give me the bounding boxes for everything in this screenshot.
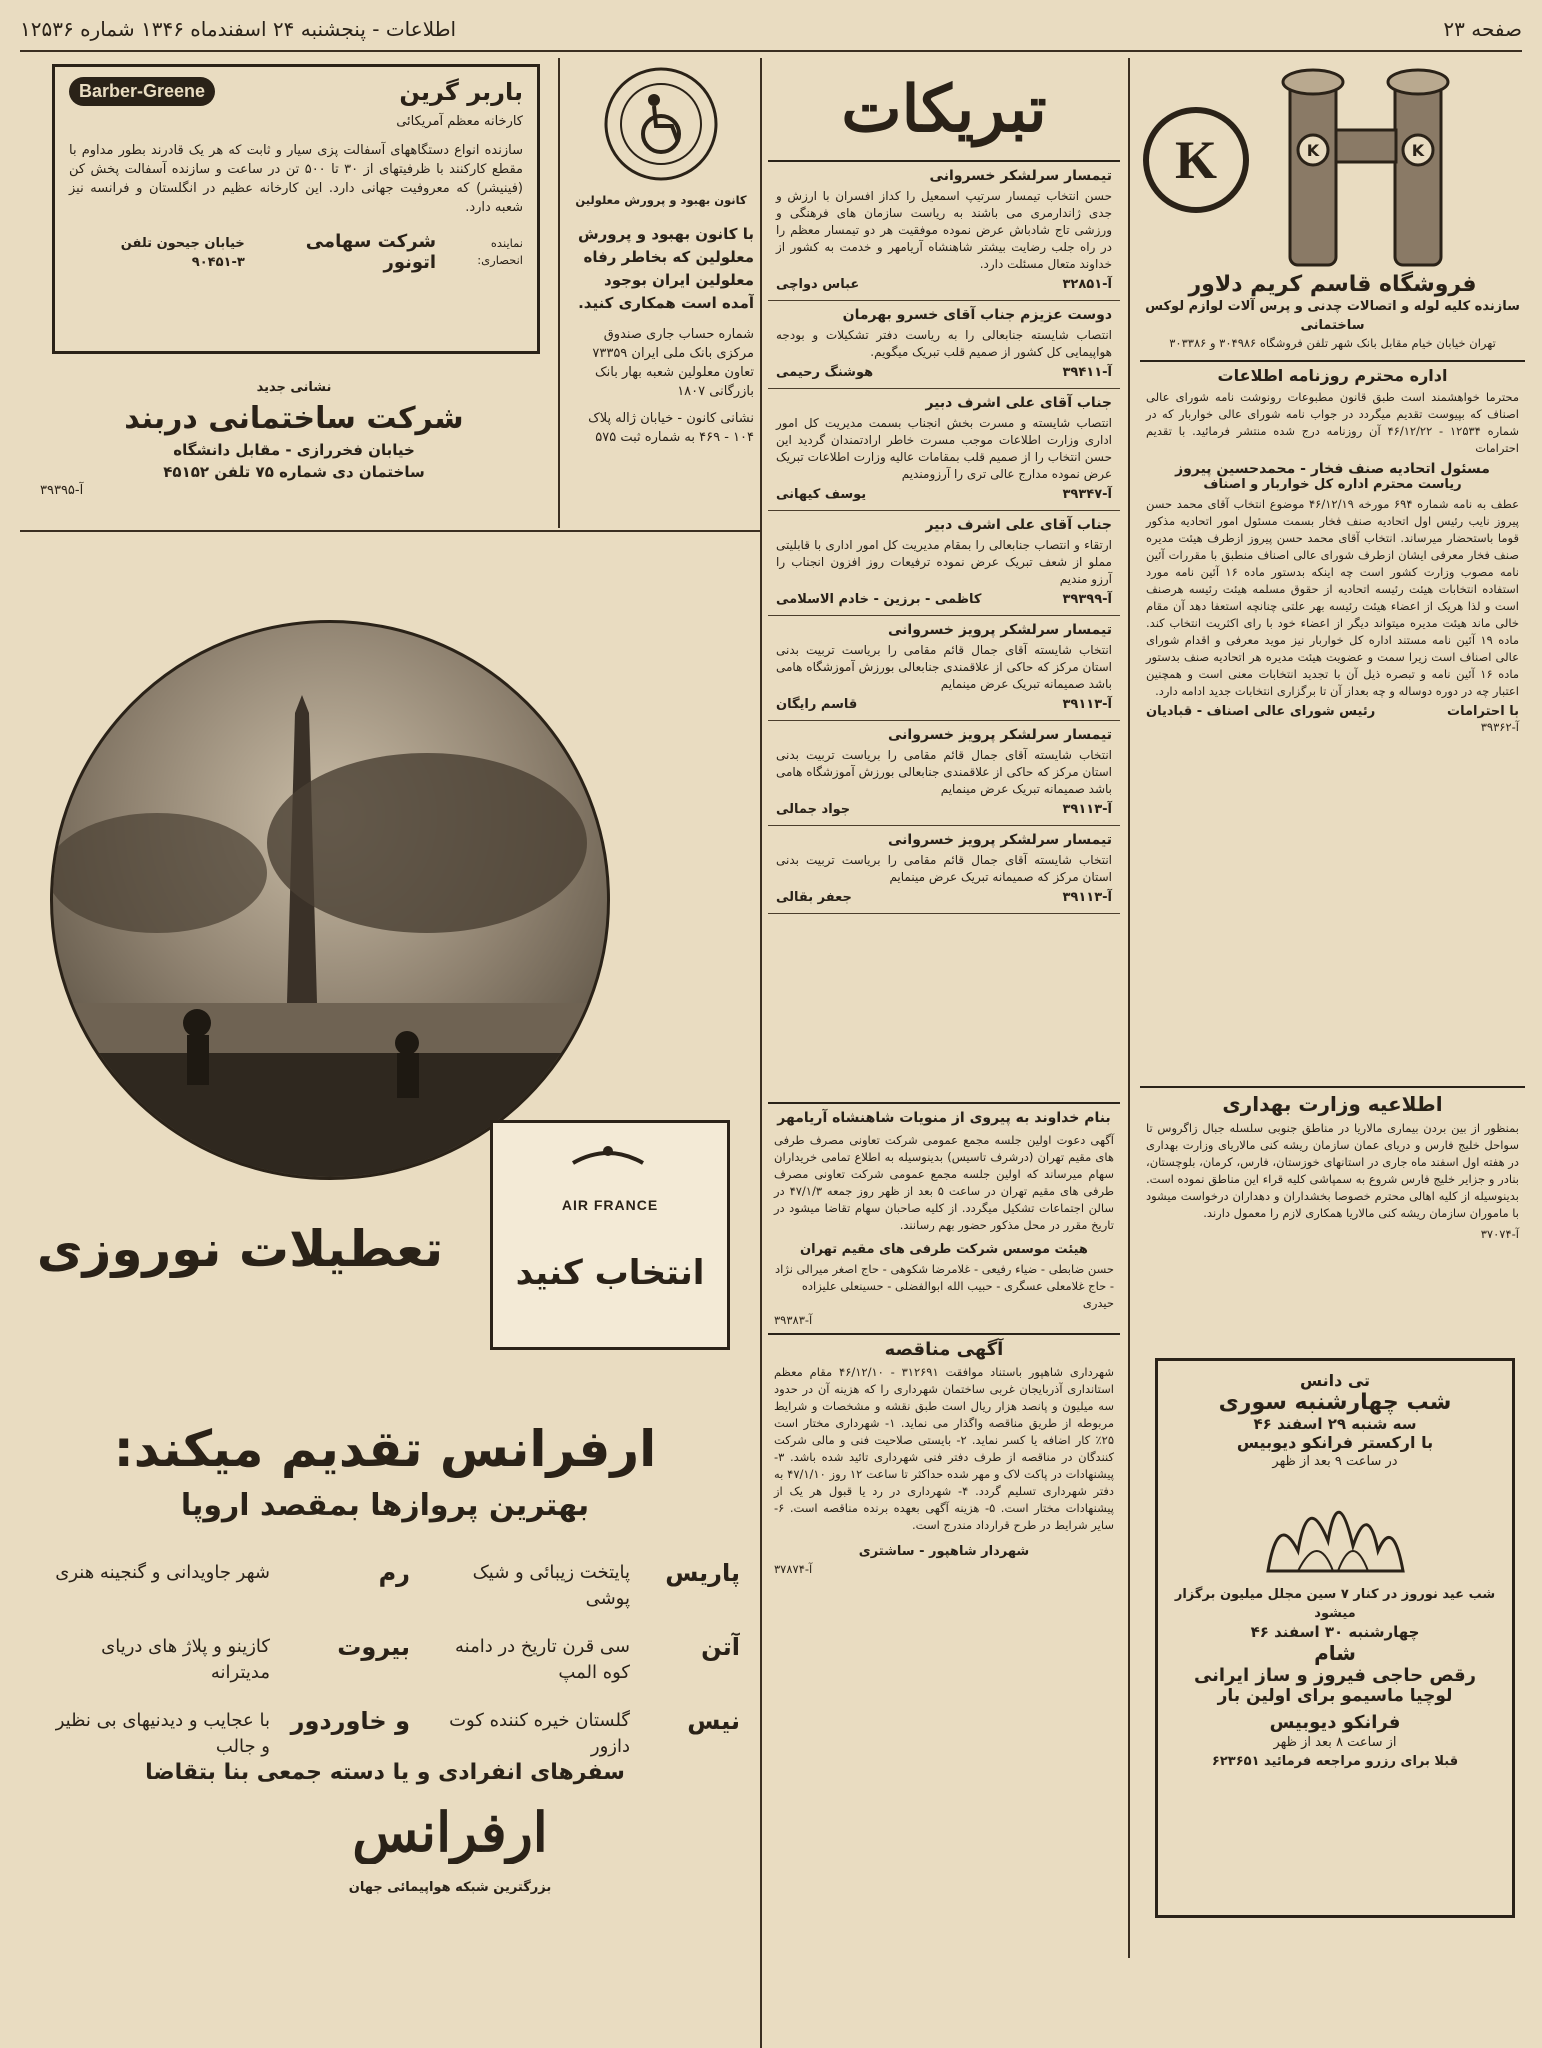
barber-subtitle: کارخانه معظم آمریکائی bbox=[396, 114, 523, 129]
barber-brand-logo: Barber-Greene bbox=[69, 77, 215, 106]
charity-body2: شماره حساب جاری صندوق مرکزی بانک ملی ایران ۷۳۳۵۹ تعاون معلولین شعبه بهار بانک بازرگانی ۱۸۰۷ bbox=[592, 327, 754, 399]
paris-photo bbox=[50, 620, 610, 1180]
congratulation-item bbox=[768, 301, 1120, 389]
congratulation-code: آ-۳۲۸۵۱ bbox=[1062, 277, 1112, 292]
congratulation-body: انتصاب شایسته و مسرت بخش انجناب بسمت مدیریت کل امور اداری وزارت اطلاعات موجب مسرت خاطر ارادتمندان گردید این حسن انتخاب را از صمیم قلب بمقامات عالیه وزارت اطلاعات تبریک عرض نموده مدارج عالی تری را آرزومندیم bbox=[776, 416, 1112, 481]
destination-row bbox=[50, 1708, 740, 1760]
pipe-fittings-illustration bbox=[1140, 60, 1525, 270]
destination-desc: کازینو و پلاژ های دریای مدیترانه bbox=[101, 1636, 270, 1683]
tender-title: آگهی مناقصه bbox=[884, 1339, 1004, 1360]
air-france-logo: ارفرانس bbox=[352, 1800, 548, 1864]
darband-line1: خیابان فخررازی - مقابل دانشگاه bbox=[173, 441, 415, 459]
congratulation-heading: تیمسار سرلشکر پرویز خسروانی bbox=[888, 622, 1112, 638]
destination-desc: با عجایب و دیدنیهای بی نظیر و جالب bbox=[55, 1710, 270, 1757]
barber-address: خیابان جیحون تلفن ۳-۹۰۴۵۱ bbox=[120, 236, 245, 270]
column-rule bbox=[760, 58, 762, 2048]
air-france-headline: تعطیلات نوروزی bbox=[36, 1220, 444, 1278]
tender-body: شهرداری شاهپور باستناد موافقت ۳۱۲۶۹۱ - ۴۶/۱۲/۱۰ مقام معظم استانداری آذربایجان غربی ساختمان شهرداری را که هزینه آن در حدود سه میلیون و پانصد هزار ریال است طبق نقشه و مشخصات و شرایط مربوطه از طریق مناقصه واگذار می نماید. ۱- شهرداری مختار است ۲۵٪ کار اضافه یا کسر نماید. ۲- بایستی صلاحیت فنی و مالی شرکت کنندگان در مناقصه از طرف دفتر فنی شهرداری تائید شده باشد. ۳- پیشنهادات در پاکت لاک و مهر شده حداکثر تا ساعت ۱۲ روز ۴۷/۱/۱۰ به دفتر شهرداری تسلیم گردد. ۴- شهرداری در رد یا قبول هر یک از پیشنهادات مختار است. ۵- هزینه آگهی بعهده برنده مناقصه است. ۶- سایر شرایط در طرح قرارداد مندرج است. bbox=[774, 1365, 1115, 1532]
congratulation-code: آ-۳۹۱۱۳ bbox=[1062, 890, 1112, 905]
fire-illustration bbox=[1168, 1471, 1498, 1581]
tender-sign: شهردار شاهپور - ساشتری bbox=[858, 1544, 1030, 1559]
k-advertisement bbox=[1140, 60, 1525, 352]
congratulation-heading: دوست عزیزم جناب آقای خسرو بهرمان bbox=[842, 307, 1112, 323]
assembly-names: حسن ضابطی - ضیاء رفیعی - غلامرضا شکوهی - حاج اصغر میرالی نژاد - حاج غلامعلی عسگری - حبیب الله ابوالفضلی - حسینعلی علیزاده حیدری bbox=[775, 1262, 1114, 1310]
page-header bbox=[20, 8, 1522, 52]
nightclub-time2: از ساعت ۸ بعد از ظهر bbox=[1273, 1735, 1397, 1750]
congratulations-list bbox=[768, 162, 1120, 914]
nightclub-event2: شب عید نوروز در کنار ۷ سین مجلل میلیون برگزار میشود bbox=[1174, 1587, 1496, 1621]
charity-body1: با کانون بهبود و پرورش معلولین که بخاطر رفاه معلولین ایران بوجود آمده است همکاری کنید. bbox=[577, 225, 754, 312]
congratulation-body: ارتقاء و انتصاب جنابعالی را بمقام مدیریت کل امور اداری با قابلیتی مملو از شعف تبریک عرض نموده ترفیعات روز افزون انجناب را آرزو مندیم bbox=[776, 538, 1112, 586]
air-france-footer: سفرهای انفرادی و یا دسته جمعی بنا بتقاضا bbox=[145, 1760, 625, 1785]
destination-desc: پایتخت زیبائی و شیک پوشی bbox=[472, 1562, 630, 1609]
barber-rep-label: نماینده انحصاری: bbox=[477, 236, 523, 267]
daily-notice-title: اداره محترم روزنامه اطلاعات bbox=[1217, 366, 1448, 385]
tender-code: آ-۳۷۸۷۴ bbox=[774, 1562, 813, 1576]
barber-rep: شرکت سهامی اتونور bbox=[305, 231, 437, 273]
congratulation-sign: کاظمی - برزین - خادم الاسلامی bbox=[776, 592, 982, 607]
column-rule bbox=[558, 58, 560, 528]
air-france-box[interactable] bbox=[490, 1120, 730, 1350]
congratulation-code: آ-۳۹۱۱۳ bbox=[1062, 802, 1112, 817]
congratulation-item bbox=[768, 616, 1120, 721]
barber-greene-ad bbox=[52, 64, 540, 354]
air-france-seahorse-icon bbox=[503, 1133, 713, 1193]
issue-info: اطلاعات - پنجشنبه ۲۴ اسفندماه ۱۳۴۶ شماره ۱۲۵۳۶ bbox=[20, 17, 457, 41]
nightclub-venue: تی دانس bbox=[1299, 1371, 1371, 1390]
darband-ad bbox=[40, 378, 548, 528]
congratulation-code: آ-۳۹۳۹۹ bbox=[1062, 592, 1112, 607]
nightclub-band: با ارکستر فرانکو دیوبیس bbox=[1236, 1433, 1434, 1452]
barber-title: باربر گرین bbox=[399, 77, 523, 106]
pipe-joint bbox=[1336, 130, 1396, 162]
destination-row bbox=[50, 1560, 740, 1612]
destination-row bbox=[50, 1634, 740, 1686]
air-france-ad bbox=[20, 560, 750, 1920]
congratulation-sign: جعفر بقالی bbox=[776, 890, 852, 905]
guild-notice-title: مسئول اتحادیه صنف فخار - محمدحسین پیروز bbox=[1175, 461, 1490, 477]
guild-closing: با احترامات bbox=[1447, 704, 1519, 719]
nightclub-time: در ساعت ۹ بعد از ظهر bbox=[1272, 1454, 1398, 1469]
congratulation-heading: تیمسار سرلشکر پرویز خسروانی bbox=[888, 832, 1112, 848]
congratulation-heading: جناب آقای علی اشرف دبیر bbox=[925, 517, 1112, 533]
nightclub-orchestra: فرانکو دیوبیس bbox=[1269, 1712, 1401, 1733]
nightclub-performer: لوچیا ماسیمو برای اولین بار bbox=[1217, 1686, 1453, 1706]
column-rule bbox=[1128, 58, 1130, 1958]
section-rule bbox=[20, 530, 760, 532]
obelisk-illustration bbox=[50, 623, 607, 1180]
congratulation-code: آ-۳۹۱۱۳ bbox=[1062, 697, 1112, 712]
air-france-destinations bbox=[50, 1560, 740, 1782]
svg-text:K: K bbox=[1306, 141, 1320, 160]
darband-code: آ-۳۹۳۹۵ bbox=[40, 483, 84, 498]
ministry-notice bbox=[1140, 1086, 1525, 1346]
congratulation-body: انتخاب شایسته آقای جمال قائم مقامی را بریاست تربیت بدنی استان مرکز که حاکی از علاقمندی جنابعالی بورزش آموزشگاه هامی باشد صمیمانه تبریک عرض مینمایم bbox=[776, 643, 1112, 691]
k-logo-letter: K bbox=[1174, 130, 1218, 190]
darband-line2: ساختمان دی شماره ۷۵ تلفن ۴۵۱۵۲ bbox=[163, 463, 425, 481]
k-ad-address: تهران خیابان خیام مقابل بانک شهر تلفن فروشگاه ۳۰۴۹۸۶ و ۳۰۳۳۸۶ bbox=[1169, 336, 1496, 350]
nightclub-date2: چهارشنبه ۳۰ اسفند ۴۶ bbox=[1250, 1623, 1420, 1641]
ministry-title: اطلاعیه وزارت بهداری bbox=[1222, 1092, 1443, 1116]
congratulation-heading: تیمسار سرلشکر خسروانی bbox=[929, 168, 1112, 184]
ministry-code: آ-۳۷۰۷۴ bbox=[1480, 1227, 1519, 1241]
k-ad-subtitle: سازنده کلیه لوله و اتصالات چدنی و پرس آلات لوازم لوکس ساختمانی bbox=[1145, 299, 1520, 333]
air-france-tagline: بهترین پروازها بمقصد اروپا bbox=[180, 1488, 590, 1523]
nightclub-title: شب چهارشنبه سوری bbox=[1218, 1390, 1452, 1415]
tender-section bbox=[768, 1102, 1120, 2042]
pipe-shape bbox=[1395, 80, 1441, 265]
charity-logo-caption: کانون بهبود و پرورش معلولین bbox=[575, 193, 747, 207]
destination-city: رم bbox=[378, 1560, 410, 1587]
guild-code: آ-۳۹۳۶۲ bbox=[1480, 720, 1519, 734]
congratulation-item bbox=[768, 826, 1120, 914]
destination-desc: سی قرن تاریخ در دامنه کوه المپ bbox=[455, 1636, 630, 1683]
destination-city: بیروت bbox=[337, 1633, 410, 1661]
destination-city: و خاوردور bbox=[290, 1707, 410, 1735]
congratulation-body: انتخاب شایسته آقای جمال قائم مقامی را بریاست تربیت بدنی استان مرکز که صمیمانه تبریک عرض مینمایم bbox=[776, 853, 1112, 884]
congratulation-sign: قاسم رایگان bbox=[776, 697, 858, 712]
nightclub-dinner: شام bbox=[1314, 1641, 1356, 1665]
congratulation-sign: یوسف کیهانی bbox=[776, 487, 867, 502]
pipe-shape bbox=[1290, 80, 1336, 265]
guild-notice-subtitle: ریاست محترم اداره کل خواربار و اصناف bbox=[1203, 477, 1462, 492]
destination-desc: شهر جاویدانی و گنجینه هنری bbox=[55, 1562, 270, 1583]
congratulation-item bbox=[768, 721, 1120, 826]
congratulation-sign: عباس دواچی bbox=[776, 277, 860, 292]
guild-notice bbox=[1140, 360, 1525, 1080]
nightclub-phone: قبلا برای رزرو مراجعه فرمائید ۶۲۳۶۵۱ bbox=[1211, 1754, 1459, 1769]
destination-city: پاریس bbox=[665, 1560, 740, 1587]
air-france-box-brand: AIR FRANCE bbox=[561, 1197, 659, 1213]
destination-desc: گلستان خیره کننده کوت دازور bbox=[449, 1710, 630, 1757]
svg-text:K: K bbox=[1411, 141, 1425, 160]
air-france-cta[interactable]: انتخاب کنید bbox=[515, 1253, 705, 1293]
congratulation-code: آ-۳۹۳۴۷ bbox=[1062, 487, 1112, 502]
nightclub-date: سه شنبه ۲۹ اسفند ۴۶ bbox=[1253, 1415, 1417, 1433]
congratulations-section bbox=[768, 60, 1120, 1100]
congratulation-heading: تیمسار سرلشکر پرویز خسروانی bbox=[888, 727, 1112, 743]
nightclub-dance: رقص حاجی فیروز و ساز ایرانی bbox=[1193, 1665, 1477, 1686]
barber-body: سازنده انواع دستگاههای آسفالت پزی سیار و ثابت که هر یک قادرند بطور مداوم با مقطع کارکنند با ظرفیتهای از ۳۰ تا ۵۰۰ تن در ساعت و سازنده آسفالت پخش کن (فینیشر) که معروفیت جهانی دارد. این کارخانه عظیم در انگلستان و فرانسه نیز شعبه دارد. bbox=[69, 143, 524, 215]
charity-ad bbox=[568, 64, 754, 524]
congratulation-body: انتخاب شایسته آقای جمال قائم مقامی را بریاست تربیت بدنی استان مرکز که حاکی از علاقمندی جنابعالی بورزش آموزشگاه هامی باشد صمیمانه تبریک عرض مینمایم bbox=[776, 748, 1112, 796]
daily-notice-body: محترما خواهشمند است طبق قانون مطبوعات رونوشت نامه شورای عالی اصناف که بپیوست تقدیم میگردد در جواب نامه شورای عالی خواربار که در شماره ۱۲۵۳۴ - ۴۶/۱۲/۲۲ آن روزنامه درج شده منتشر فرمائید. با تقدیم احترامات bbox=[1146, 390, 1519, 455]
darband-kicker: نشانی جدید bbox=[256, 380, 332, 395]
congratulation-heading: جناب آقای علی اشرف دبیر bbox=[925, 395, 1112, 411]
destination-city: نیس bbox=[687, 1707, 740, 1735]
congratulation-sign: جواد جمالی bbox=[776, 802, 851, 817]
k-ad-title: فروشگاه قاسم کریم دلاور bbox=[1188, 272, 1477, 297]
destination-city: آتن bbox=[701, 1633, 740, 1661]
congratulations-title: تبریکات bbox=[768, 60, 1120, 162]
ministry-body: بمنظور از بین بردن بیماری مالاریا در مناطق جنوبی سلسله جبال زاگروس تا سواحل خلیج فارس و دریای عمان سازمان ریشه کنی مالاریای وزارت بهداری در هفته اول اسفند ماه جاری در استانهای خوزستان، فارس، کرمان، بلوچستان، بنادر و جزایر خلیج فارس شروع به سمپاشی کلیه قراء این مناطق نموده است. بدینوسیله از کلیه اهالی محترم خصوصا بخشداران و دهداران درخواست میشود با ماموران سازمان ریشه کنی مالاریا همکاری لازم را معمول دارند. bbox=[1146, 1121, 1519, 1220]
congratulation-item bbox=[768, 162, 1120, 301]
page-number: صفحه ۲۳ bbox=[1443, 17, 1522, 41]
guild-sign: رئیس شورای عالی اصناف - قبادیان bbox=[1146, 704, 1376, 719]
congratulation-code: آ-۳۹۴۱۱ bbox=[1062, 365, 1112, 380]
darband-title: شرکت ساختمانی دربند bbox=[124, 401, 464, 436]
assembly-code: آ-۳۹۳۸۳ bbox=[774, 1313, 813, 1327]
air-france-logo-sub: بزرگترین شبکه هواپیمائی جهان bbox=[348, 1880, 552, 1895]
assembly-board: هیئت موسس شرکت طرفی های مقیم تهران bbox=[800, 1242, 1088, 1257]
congratulation-sign: هوشنگ رحیمی bbox=[776, 365, 874, 380]
congratulation-body: انتصاب شایسته جنابعالی را به ریاست دفتر تشکیلات و بودجه هواپیمایی کل کشور از صمیم قلب تبریک میگویم. bbox=[776, 328, 1112, 359]
charity-body3: نشانی کانون - خیابان ژاله پلاک ۱۰۴ - ۴۶۹ به شماره ثبت ۵۷۵ bbox=[588, 411, 754, 445]
congratulation-item bbox=[768, 511, 1120, 616]
congratulation-item bbox=[768, 389, 1120, 511]
assembly-body: آگهی دعوت اولین جلسه مجمع عمومی شرکت تعاونی مصرف طرفی های مقیم تهران (درشرف تاسیس) بدینوسیله به اطلاع تمامی خریداران سهام میرساند که اولین جلسه مجمع عمومی شرکت تعاونی مصرف طرفی های مقیم تهران در ساعت ۵ بعد از ظهر روز جمعه ۴۷/۱/۳ در سالن اجتماعات تشکیل میگردد. از کلیه صاحبان سهام تقاضا میشود در تاریخ مقرر در محل مذکور حضور بهم رسانند. bbox=[774, 1133, 1114, 1232]
guild-notice-body: عطف به نامه شماره ۶۹۴ مورخه ۴۶/۱۲/۱۹ موضوع انتخاب آقای محمد حسن پیروز نایب رئیس اول اتحادیه صنف فخار بسمت مسئول امور اتحادیه مذکور قوما باستحضار میرساند. انتخاب آقای محمد حسن پیروز ازطرف هیئت مدیره صنف فخار معرفی ایشان ازطرف شورای عالی اصناف منطبق با مقررات آئین نامه مصوب وزارت کشور است چه اینکه بدستور ماده ۱۶ آئین نامه مورد استفاده انتخابات هیئت رئیسه اتحادیه از حقوق مسلمه هیئت رئیسه هرصنف است و لذا هریک از اعضاء هیئت رئیسه بهر علتی چنانچه استعفا دهد آن مقام خالی ماند هیئت مدیره میتواند دیگر از اعضاء خود با رای اکثریت انتخاب کند. ماده ۱۹ آئین نامه مستند اداره کل خواربار نیز موید معرفی و اقدام شورای عالی اصناف است زیرا سمت و عضویت هیئت مدیره هر اتحادیه صنف بدستور ماده ۱۶ آئین نامه و تبصره ذیل آن با تجدید انتخابات معنی است و همچنین اعتبار چه در دوره دوساله و چه بعداز آن تا برگزاری انتخابات جدید ادامه دارد. bbox=[1146, 497, 1520, 698]
air-france-presents: ارفرانس تقدیم میکند: bbox=[113, 1420, 657, 1478]
nightclub-ad bbox=[1155, 1358, 1515, 1918]
congratulation-body: حسن انتخاب تیمسار سرتیپ اسمعیل را کداز افسران با ارزش و جدی ژاندارمری می باشند به ریاست سازمان های فرهنگی و ورزشی تاج شادباش عرض نموده موفقیت هر دو تیمسار معظم را در راه جلب رضایت بیشتر شاهنشاه آریامهر و خدمت به کشور از خداوند متعال مسئلت دارد. bbox=[776, 189, 1112, 271]
assembly-kicker: بنام خداوند به پیروی از منویات شاهنشاه آریامهر bbox=[777, 1110, 1111, 1126]
